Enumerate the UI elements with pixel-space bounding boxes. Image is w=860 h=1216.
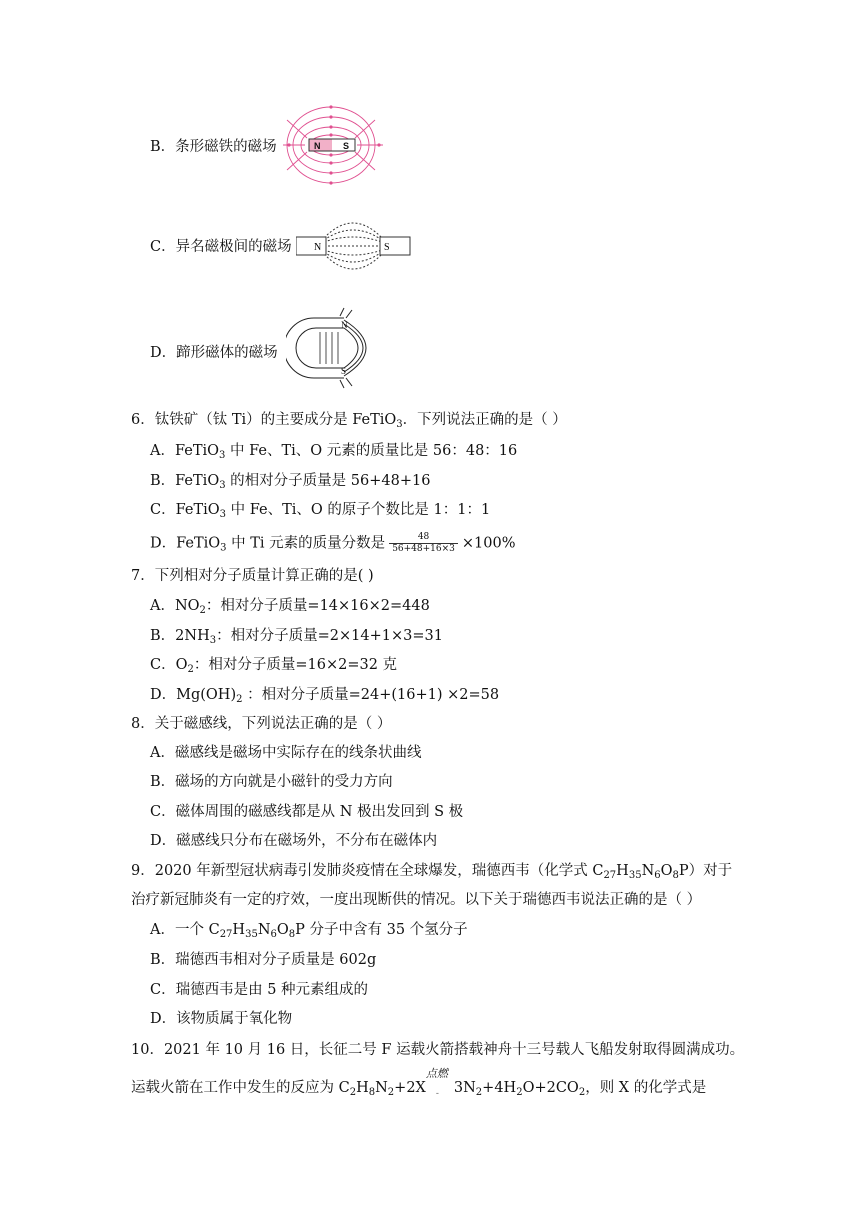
question-9-stem-line-1: 9．2020 年新型冠状病毒引发肺炎疫情在全球爆发，瑞德西韦（化学式 $C_{27}H_{35}N_6O_8P$）对于 <box>131 863 733 881</box>
horseshoe-magnet-field-figure <box>286 304 386 394</box>
svg-text:S: S <box>341 366 347 376</box>
question-6-stem: 6．钛铁矿（钛 Ti）的主要成分是 FeTiO$_3$．下列说法正确的是（ ） <box>131 412 567 430</box>
question-8-option-a: A．磁感线是磁场中实际存在的线条状曲线 <box>150 745 422 761</box>
question-6-option-d: D．FeTiO$_3$ 中 Ti 元素的质量分数是 $\frac{48}{56+48+16\times 3}$ ×100% <box>150 532 516 554</box>
question-6-option-b: B．FeTiO$_3$ 的相对分子质量是 56+48+16 <box>150 473 431 491</box>
svg-text:N: N <box>341 320 348 330</box>
question-7-option-c: C．$O_2$：相对分子质量=16×2=32 克 <box>150 657 398 675</box>
svg-text:N: N <box>314 242 322 253</box>
question-9-option-a: A．一个 $C_{27}H_{35}N_6O_8P$ 分子中含有 35 个氢分子 <box>150 922 468 940</box>
option-d-horseshoe-field: D．蹄形磁体的磁场 <box>150 345 278 361</box>
question-10-stem-line-1: 10．2021 年 10 月 16 日，长征二号 F 运载火箭搭载神舟十三号载人飞船发射取得圆满成功。 <box>131 1042 745 1058</box>
question-7-option-a: A．$NO_2$：相对分子质量=14×16×2=448 <box>150 598 430 616</box>
question-9-option-d: D．该物质属于氧化物 <box>150 1011 293 1027</box>
question-10-stem-line-2: 运载火箭在工作中发生的反应为 $C_2H_8N_2+2X$ 点燃 - $3N_2+4H_2O+2CO_2$，则 X 的化学式是 <box>131 1067 707 1099</box>
reaction-condition: 点燃 - <box>425 1067 448 1099</box>
option-b-bar-magnet-field: B．条形磁铁的磁场 <box>150 139 277 155</box>
question-7-stem: 7．下列相对分子质量计算正确的是( ) <box>131 568 374 584</box>
question-6-option-a: A．FeTiO$_3$ 中 Fe、Ti、O 元素的质量比是 56：48：16 <box>150 443 518 461</box>
svg-text:S: S <box>343 141 350 151</box>
question-9-option-b: B．瑞德西韦相对分子质量是 602g <box>150 952 377 968</box>
question-8-option-d: D．磁感线只分布在磁场外，不分布在磁体内 <box>150 833 438 849</box>
question-9-stem-line-2: 治疗新冠肺炎有一定的疗效，一度出现断供的情况。以下关于瑞德西韦说法正确的是（ ） <box>131 892 702 908</box>
question-8-option-c: C．磁体周围的磁感线都是从 N 极出发回到 S 极 <box>150 804 464 820</box>
svg-text:N: N <box>314 141 321 151</box>
question-7-option-d: D．$Mg(OH)_2$ ：相对分子质量=24+(16+1) ×2=58 <box>150 687 500 705</box>
svg-text:S: S <box>384 242 390 253</box>
option-c-opposite-poles-field: C．异名磁极间的磁场 <box>150 239 292 255</box>
mass-fraction: $\frac{48}{56+48+16\times 3}$ <box>389 532 458 555</box>
question-7-option-b: B．$2NH_3$：相对分子质量=2×14+1×3=31 <box>150 628 443 646</box>
question-9-option-c: C．瑞德西韦是由 5 种元素组成的 <box>150 982 369 998</box>
opposite-poles-field-figure <box>296 206 412 286</box>
bar-magnet-field-figure <box>283 100 383 190</box>
question-6-option-c: C．FeTiO$_3$ 中 Fe、Ti、O 的原子个数比是 1：1：1 <box>150 502 491 520</box>
question-8-option-b: B．磁场的方向就是小磁针的受力方向 <box>150 774 393 790</box>
question-8-stem: 8．关于磁感线，下列说法正确的是（ ） <box>131 716 392 732</box>
